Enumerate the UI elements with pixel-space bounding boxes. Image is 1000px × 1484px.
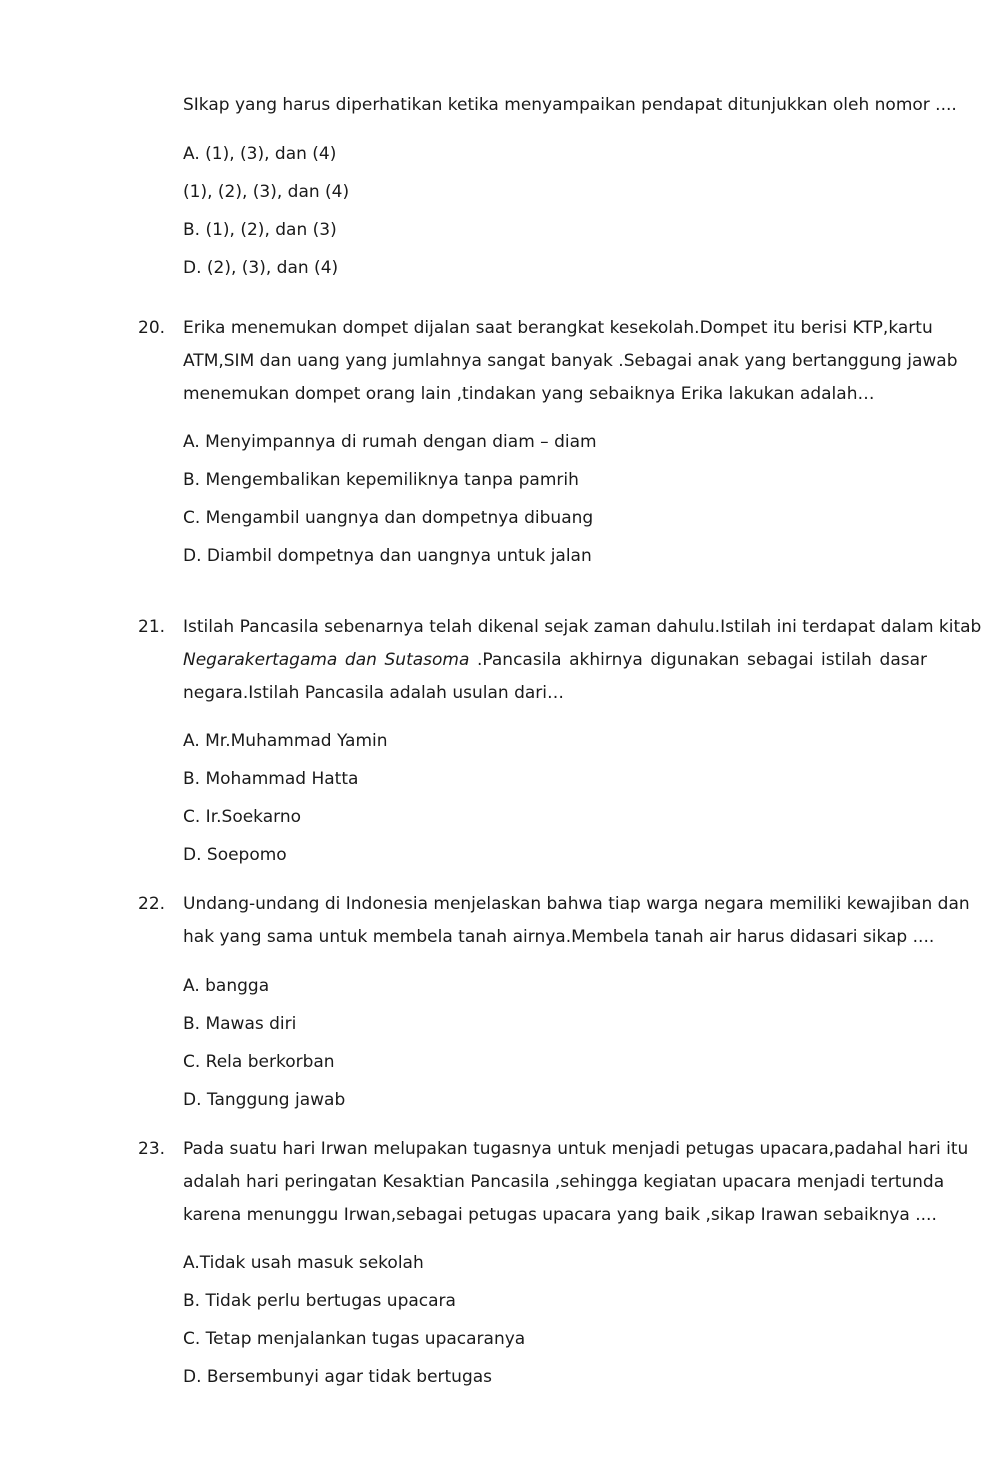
question-22-option: C. Rela berkorban — [183, 1052, 335, 1072]
question-19-option: A. (1), (3), dan (4) — [183, 144, 337, 164]
question-23-stem-line: karena menunggu Irwan,sebagai petugas upacara yang baik ,sikap Irawan sebaiknya .... — [183, 1205, 937, 1225]
question-23-option: D. Bersembunyi agar tidak bertugas — [183, 1367, 493, 1387]
question-20-stem-line: menemukan dompet orang lain ,tindakan yang sebaiknya Erika lakukan adalah… — [183, 384, 875, 404]
question-22-stem-line: hak yang sama untuk membela tanah airnya.Membela tanah air harus didasari sikap .... — [183, 927, 935, 947]
question-21-stem-line: negara.Istilah Pancasila adalah usulan dari… — [183, 683, 564, 703]
question-22-option: D. Tanggung jawab — [183, 1090, 346, 1110]
question-22-option: A. bangga — [183, 976, 270, 996]
book-titles: Negarakertagama dan Sutasoma — [183, 650, 470, 670]
question-number: 21. — [138, 617, 166, 637]
question-23-option: A.Tidak usah masuk sekolah — [183, 1253, 424, 1273]
question-23-option: C. Tetap menjalankan tugas upacaranya — [183, 1329, 526, 1349]
question-20-stem-line: ATM,SIM dan uang yang jumlahnya sangat banyak .Sebagai anak yang bertanggung jawab — [183, 351, 958, 371]
question-21-stem-line — [183, 649, 927, 671]
question-20-option: D. Diambil dompetnya dan uangnya untuk jalan — [183, 546, 592, 566]
question-23-option: B. Tidak perlu bertugas upacara — [183, 1291, 456, 1311]
question-22-stem-line: Undang-undang di Indonesia menjelaskan bahwa tiap warga negara memiliki kewajiban dan — [183, 894, 970, 914]
question-number: 20. — [138, 318, 166, 338]
question-21-option: C. Ir.Soekarno — [183, 807, 302, 827]
question-21-option: A. Mr.Muhammad Yamin — [183, 731, 388, 751]
question-21-stem-line: Istilah Pancasila sebenarnya telah dikenal sejak zaman dahulu.Istilah ini terdapat dalam kitab — [183, 617, 982, 637]
question-20-option: A. Menyimpannya di rumah dengan diam – diam — [183, 432, 597, 452]
question-20-option: C. Mengambil uangnya dan dompetnya dibuang — [183, 508, 594, 528]
question-19-option: B. (1), (2), dan (3) — [183, 220, 337, 240]
question-23-stem-line: adalah hari peringatan Kesaktian Pancasila ,sehingga kegiatan upacara menjadi tertunda — [183, 1172, 945, 1192]
question-number: 23. — [138, 1139, 166, 1159]
question-23-stem-line: Pada suatu hari Irwan melupakan tugasnya untuk menjadi petugas upacara,padahal hari itu — [183, 1139, 969, 1159]
question-20-stem-line: Erika menemukan dompet dijalan saat berangkat kesekolah.Dompet itu berisi KTP,kartu — [183, 318, 933, 338]
question-21-stem-text: .Pancasila akhirnya digunakan sebagai istilah dasar — [476, 650, 927, 670]
question-19-stem: SIkap yang harus diperhatikan ketika menyampaikan pendapat ditunjukkan oleh nomor .... — [183, 95, 957, 115]
question-21-option: B. Mohammad Hatta — [183, 769, 359, 789]
question-21-option: D. Soepomo — [183, 845, 287, 865]
question-22-option: B. Mawas diri — [183, 1014, 297, 1034]
question-19-option: (1), (2), (3), dan (4) — [183, 182, 350, 202]
question-20-option: B. Mengembalikan kepemiliknya tanpa pamrih — [183, 470, 579, 490]
question-number: 22. — [138, 894, 166, 914]
question-19-option: D. (2), (3), dan (4) — [183, 258, 339, 278]
